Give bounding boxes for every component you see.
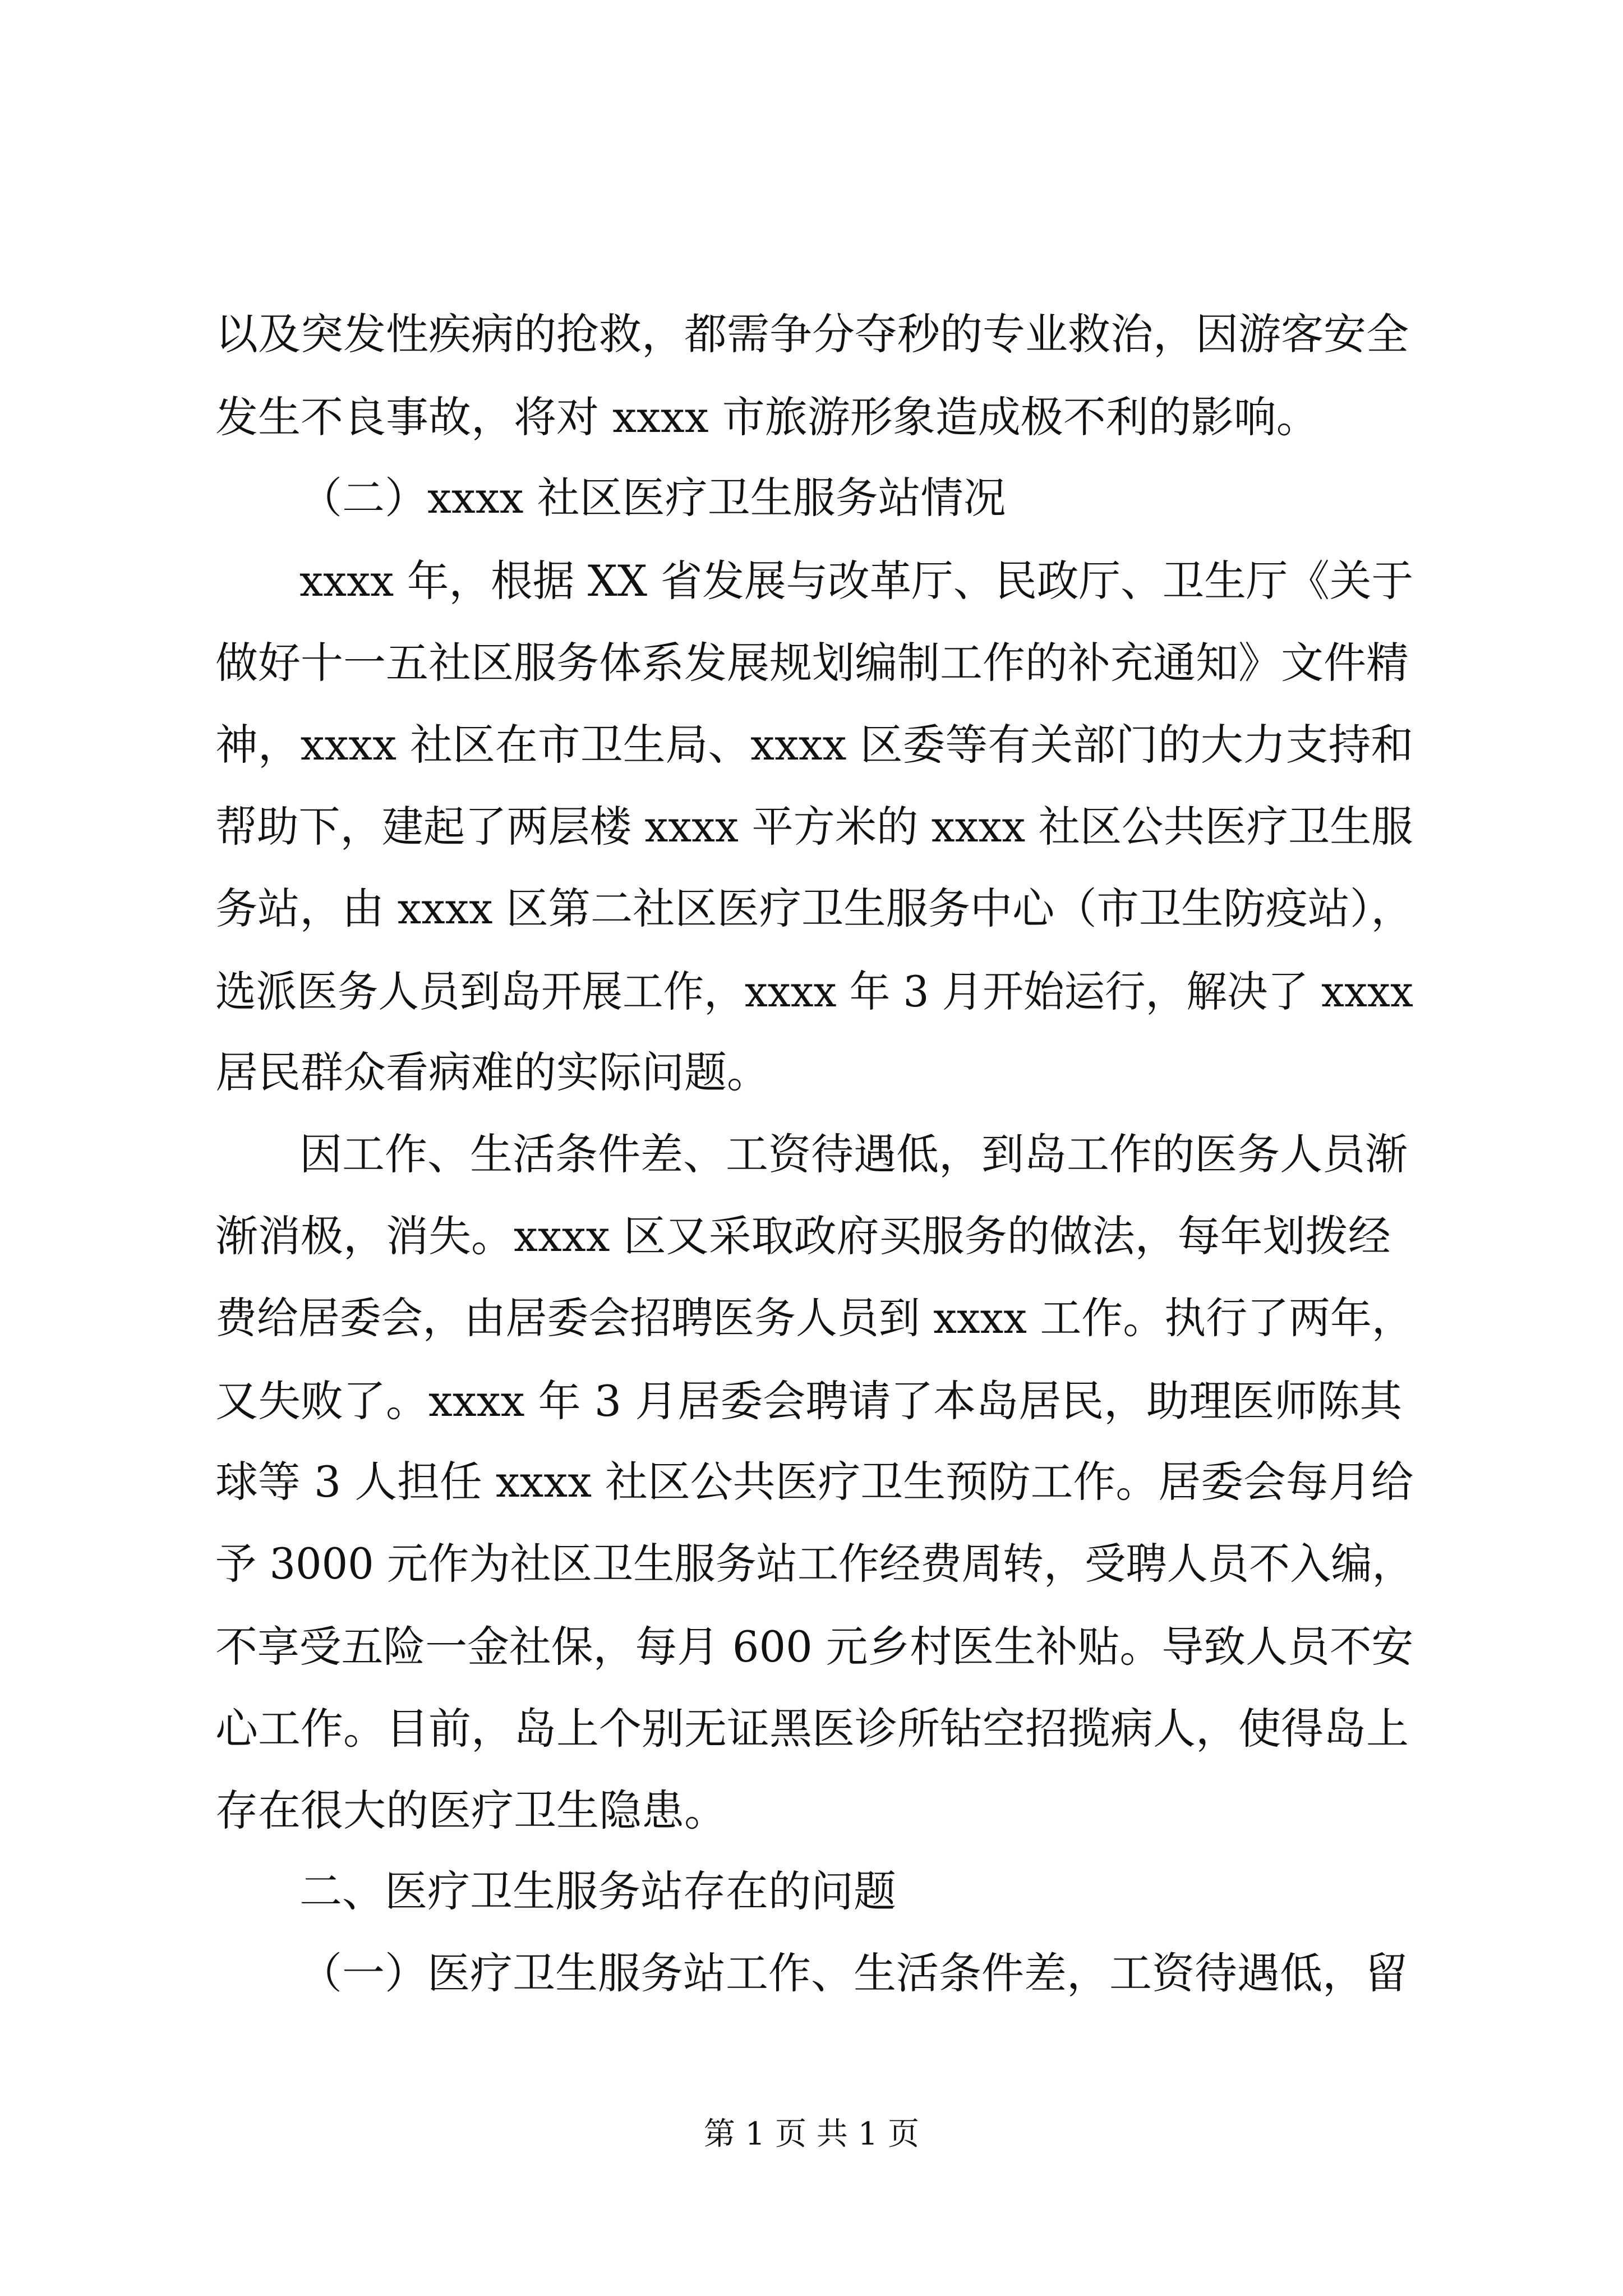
body-line: 存在很大的医疗卫生隐患。 — [215, 1786, 727, 1835]
body-line: 球等 3 人担任 xxxx 社区公共医疗卫生预防工作。居委会每月给 — [215, 1457, 1414, 1507]
body-line: 不享受五险一金社保，每月 600 元乡村医生补贴。导致人员不安 — [215, 1622, 1414, 1672]
body-line: 以及突发性疾病的抢救，都需争分夺秒的专业救治，因游客安全 — [215, 309, 1409, 359]
body-line: 予 3000 元作为社区卫生服务站工作经费周转，受聘人员不入编， — [215, 1539, 1413, 1589]
body-line: 选派医务人员到岛开展工作，xxxx 年 3 月开始运行，解决了 xxxx — [215, 967, 1413, 1016]
body-line: 又失败了。xxxx 年 3 月居委会聘请了本岛居民，助理医师陈其 — [215, 1376, 1403, 1426]
page-footer: 第 1 页 共 1 页 — [703, 2116, 920, 2152]
body-line: 心工作。目前，岛上个别无证黑医诊所钻空招揽病人，使得岛上 — [215, 1704, 1409, 1754]
body-line: xxxx 年，根据 XX 省发展与改革厅、民政厅、卫生厅《关于 — [299, 556, 1414, 606]
body-line: 做好十一五社区服务体系发展规划编制工作的补充通知》文件精 — [215, 638, 1409, 688]
subsection-heading: （一）医疗卫生服务站工作、生活条件差，工资待遇低，留 — [299, 1948, 1408, 1998]
body-line: 发生不良事故，将对 xxxx 市旅游形象造成极不利的影响。 — [215, 392, 1319, 442]
section-heading: 二、医疗卫生服务站存在的问题 — [299, 1866, 896, 1916]
body-line: 务站，由 xxxx 区第二社区医疗卫生服务中心（市卫生防疫站）， — [215, 884, 1413, 933]
body-line: 费给居委会，由居委会招聘医务人员到 xxxx 工作。执行了两年， — [215, 1293, 1413, 1343]
section-heading: （二）xxxx 社区医疗卫生服务站情况 — [299, 473, 1006, 523]
body-line: 帮助下，建起了两层楼 xxxx 平方米的 xxxx 社区公共医疗卫生服 — [215, 802, 1413, 852]
body-line: 渐消极，消失。xxxx 区又采取政府买服务的做法，每年划拨经 — [215, 1211, 1391, 1261]
body-line: 神，xxxx 社区在市卫生局、xxxx 区委等有关部门的大力支持和 — [215, 720, 1414, 770]
body-line: 因工作、生活条件差、工资待遇低，到岛工作的医务人员渐 — [299, 1129, 1408, 1179]
body-line: 居民群众看病难的实际问题。 — [215, 1047, 769, 1097]
